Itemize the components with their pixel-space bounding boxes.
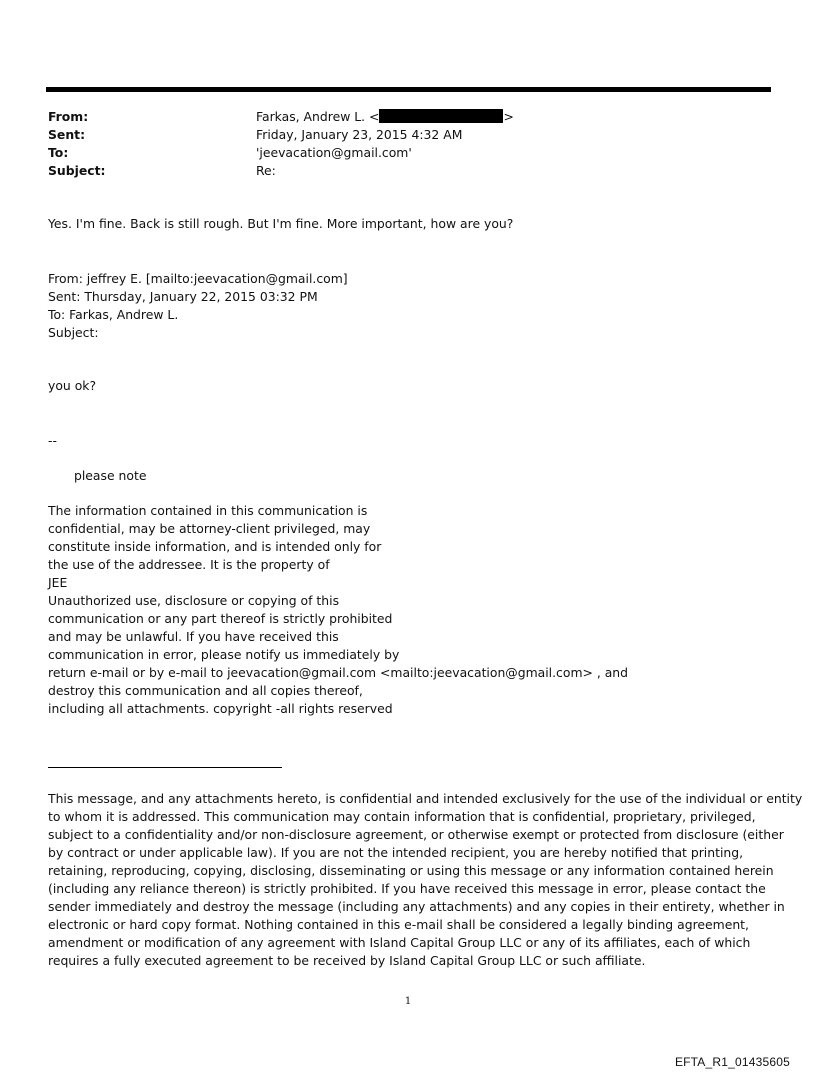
quoted-to-line: To: Farkas, Andrew L. xyxy=(48,307,179,322)
notice-line: The information contained in this communication is xyxy=(48,503,368,518)
redaction-bar xyxy=(379,109,503,123)
from-row xyxy=(48,108,748,126)
subject-label: Subject: xyxy=(48,163,106,178)
disclaimer-line: by contract or under applicable law). If you are not the intended recipient, you are hereby notified that printing, xyxy=(48,845,744,860)
footer-divider xyxy=(48,767,282,768)
disclaimer-line: sender immediately and destroy the message (including any attachments) and any copies in their entirety, whether in xyxy=(48,899,785,914)
sent-value: Friday, January 23, 2015 4:32 AM xyxy=(256,127,463,142)
notice-line: including all attachments. copyright -all rights reserved xyxy=(48,701,393,716)
disclaimer-line: retaining, reproducing, copying, disclosing, disseminating or using this message or any information contained herein xyxy=(48,863,774,878)
to-row xyxy=(48,144,748,162)
quoted-body: you ok? xyxy=(48,378,97,393)
from-label: From: xyxy=(48,109,89,124)
page-number: 1 xyxy=(404,996,412,1007)
disclaimer-line: (including any reliance thereon) is strictly prohibited. If you have received this message in error, please contact the xyxy=(48,881,766,896)
sent-label: Sent: xyxy=(48,127,86,142)
quoted-subject-line: Subject: xyxy=(48,325,99,340)
reply-body: Yes. I'm fine. Back is still rough. But I'm fine. More important, how are you? xyxy=(48,216,514,231)
from-value xyxy=(256,108,514,126)
notice-line: confidential, may be attorney-client privileged, may xyxy=(48,521,371,536)
document-id: EFTA_R1_01435605 xyxy=(674,1055,790,1069)
subject-row xyxy=(48,162,748,180)
header-divider xyxy=(46,87,771,92)
sent-row xyxy=(48,126,748,144)
quoted-from-line: From: jeffrey E. [mailto:jeevacation@gmail.com] xyxy=(48,271,348,286)
quoted-sent-line: Sent: Thursday, January 22, 2015 03:32 PM xyxy=(48,289,318,304)
subject-value: Re: xyxy=(256,163,276,178)
notice-line: destroy this communication and all copies thereof, xyxy=(48,683,363,698)
from-bracket-close: > xyxy=(503,109,514,124)
notice-line: communication or any part thereof is strictly prohibited xyxy=(48,611,393,626)
disclaimer-line: requires a fully executed agreement to be received by Island Capital Group LLC or such affiliate. xyxy=(48,953,646,968)
disclaimer-line: This message, and any attachments hereto, is confidential and intended exclusively for the use of the individual or entity xyxy=(48,791,803,806)
notice-line: communication in error, please notify us immediately by xyxy=(48,647,400,662)
email-header xyxy=(48,108,748,180)
notice-line: Unauthorized use, disclosure or copying of this xyxy=(48,593,340,608)
notice-line: constitute inside information, and is intended only for xyxy=(48,539,382,554)
disclaimer-line: to whom it is addressed. This communication may contain information that is confidential, proprietary, privileged, xyxy=(48,809,756,824)
to-label: To: xyxy=(48,145,69,160)
confidentiality-notice xyxy=(48,502,628,718)
notice-line: and may be unlawful. If you have received this xyxy=(48,629,339,644)
notice-line: the use of the addressee. It is the property of xyxy=(48,557,330,572)
notice-line: JEE xyxy=(48,575,68,590)
to-value: 'jeevacation@gmail.com' xyxy=(256,145,412,160)
disclaimer-line: subject to a confidentiality and/or non-disclosure agreement, or otherwise exempt or protected from disclosure (either xyxy=(48,827,784,842)
disclaimer-line: electronic or hard copy format. Nothing contained in this e-mail shall be considered a legally binding agreement, xyxy=(48,917,749,932)
disclaimer-line: amendment or modification of any agreement with Island Capital Group LLC or any of its affiliates, each of which xyxy=(48,935,751,950)
please-note-label: please note xyxy=(74,468,147,483)
notice-line: return e-mail or by e-mail to jeevacation@gmail.com <mailto:jeevacation@gmail.com> , and xyxy=(48,665,629,680)
signature-separator: -- xyxy=(48,433,57,448)
footer-disclaimer xyxy=(48,790,802,970)
from-name: Farkas, Andrew L. < xyxy=(256,109,380,124)
